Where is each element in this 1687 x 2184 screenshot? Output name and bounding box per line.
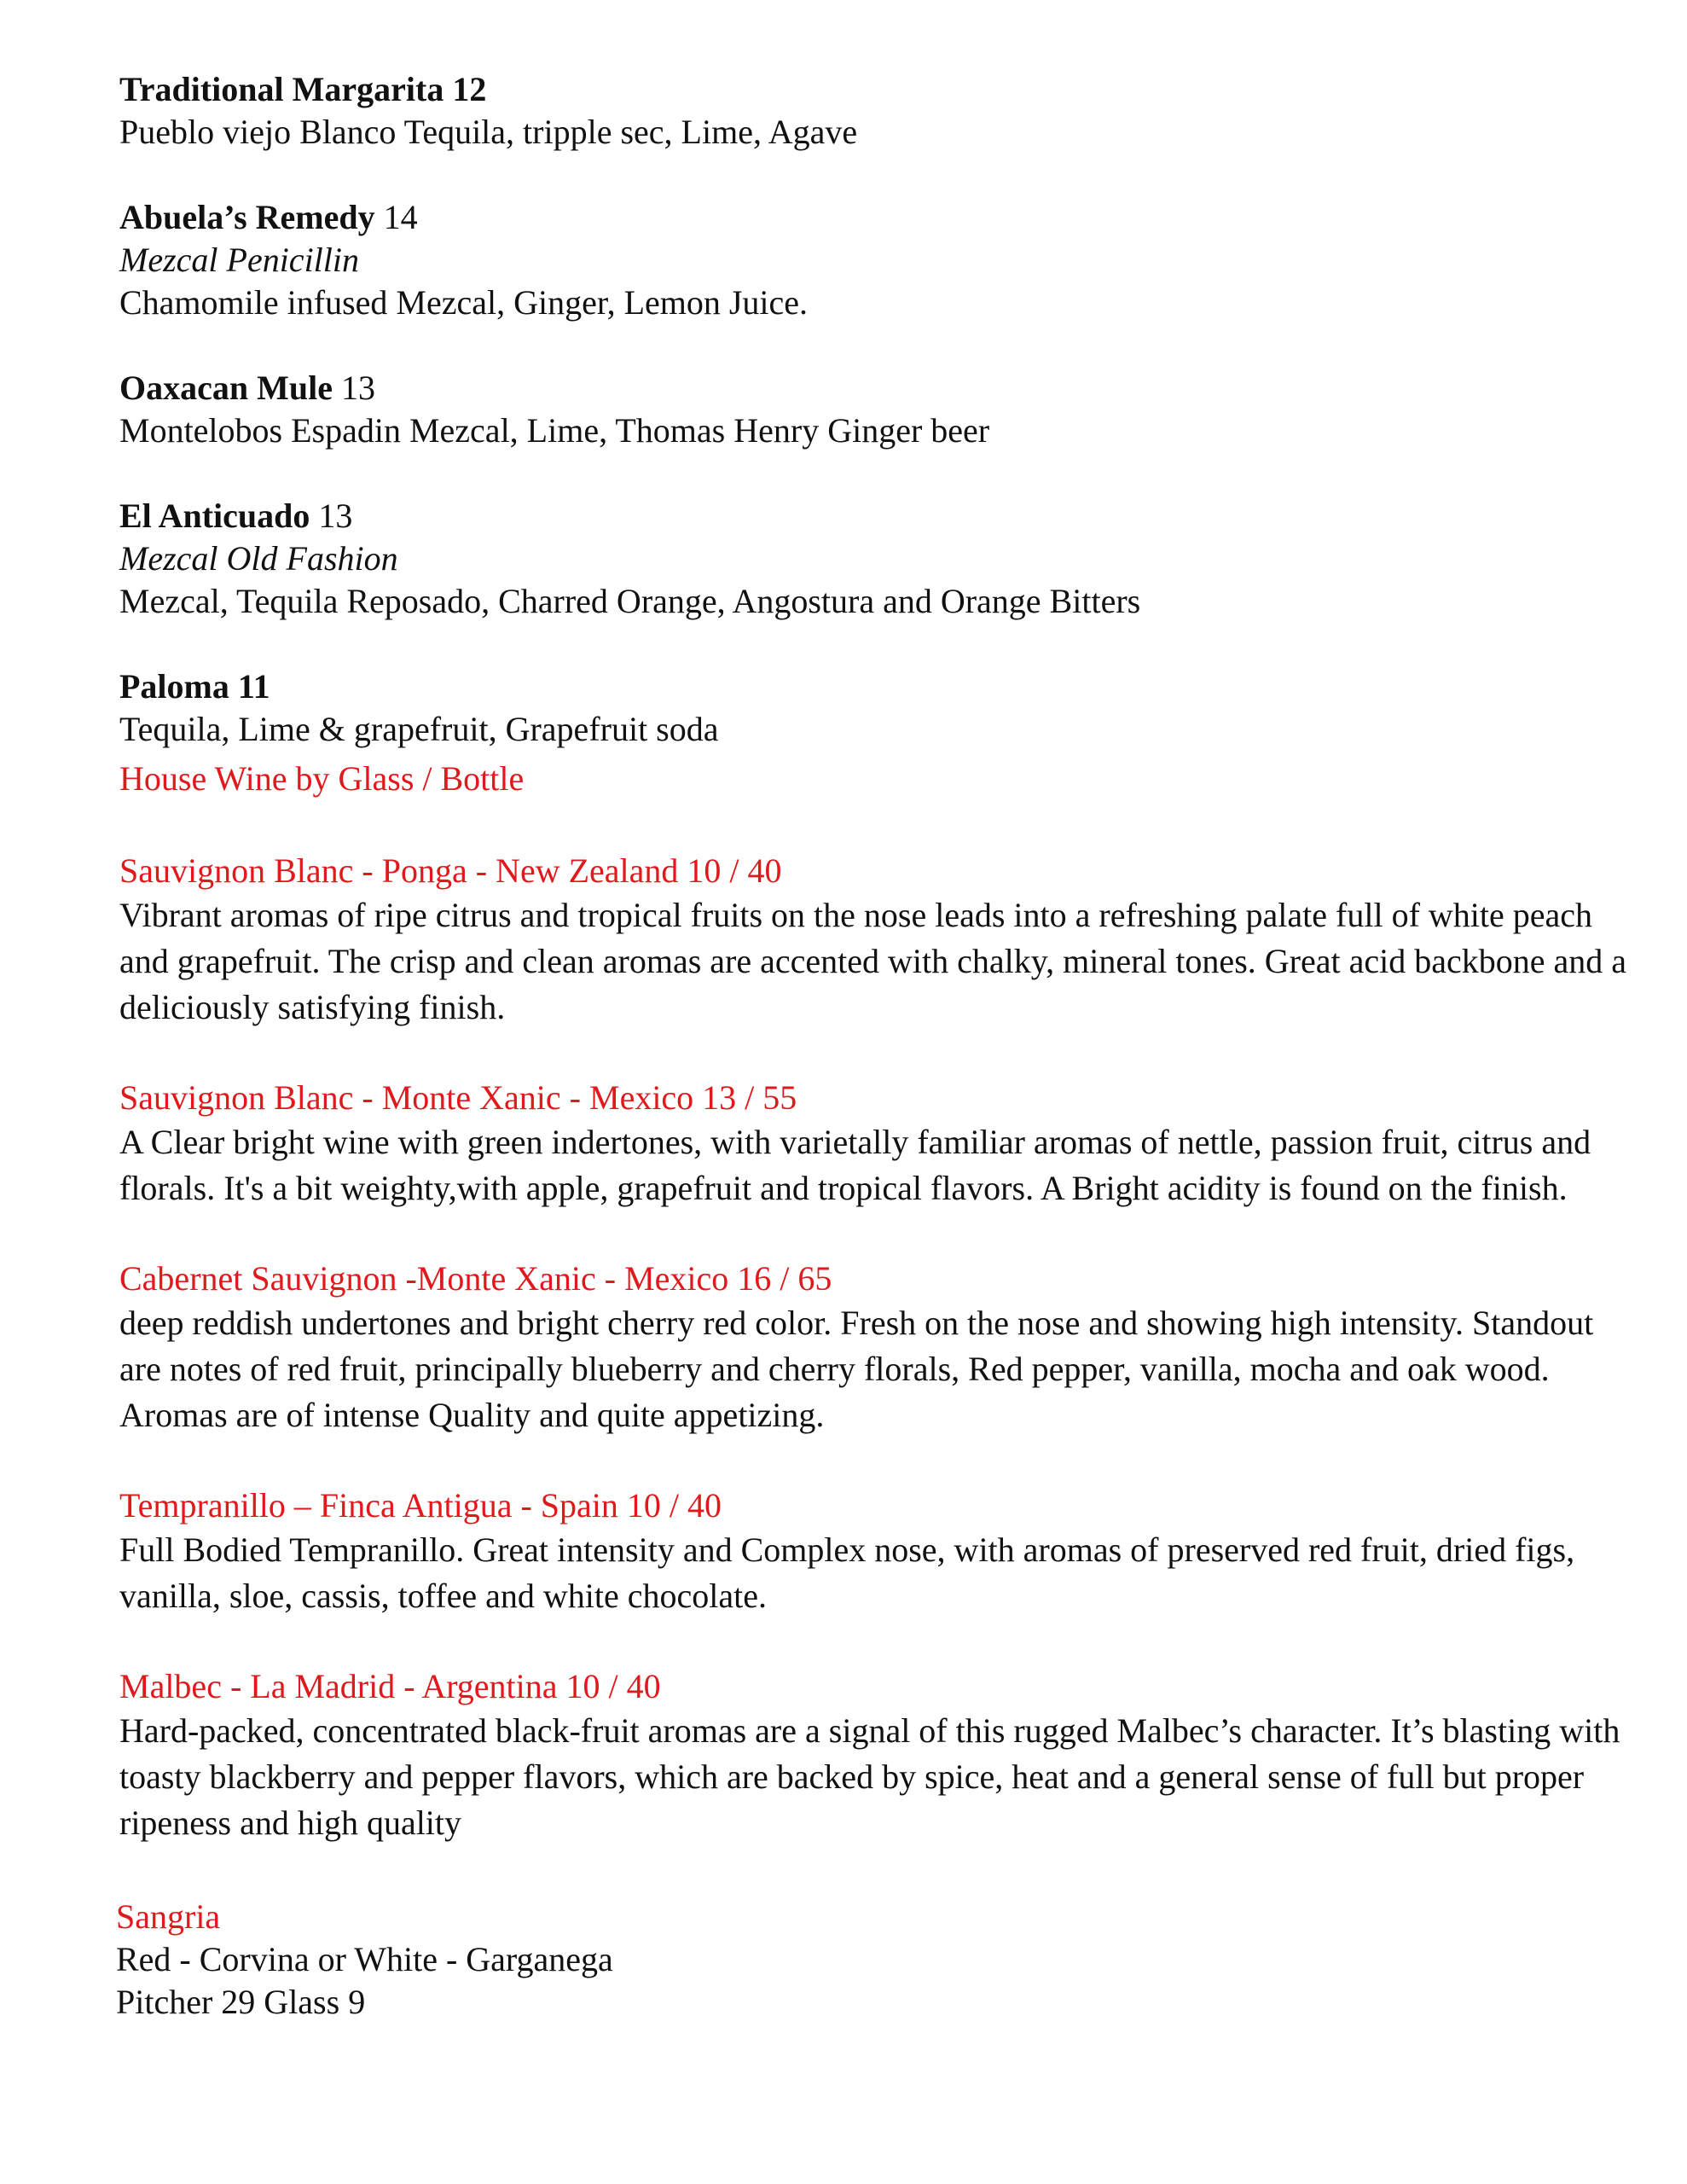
wine-description: Full Bodied Tempranillo. Great intensity and Complex nose, with aromas of preserved red fruit, dried figs, vanilla, sloe, cassis, toffee and white chocolate. bbox=[119, 1531, 1575, 1615]
sangria-varieties: Red - Corvina or White - Garganega bbox=[116, 1940, 613, 1978]
wine-description: A Clear bright wine with green indertones, with varietally familiar aromas of nettle, passion fruit, citrus and florals. It's a bit weighty,with apple, grapefruit and tropical flavors. A Bright acidity is found on the finish. bbox=[119, 1123, 1591, 1207]
cocktail-item bbox=[119, 495, 1629, 623]
cocktail-ingredients: Pueblo viejo Blanco Tequila, tripple sec, Lime, Agave bbox=[119, 113, 858, 151]
house-wine-heading: House Wine by Glass / Bottle bbox=[119, 759, 525, 798]
sangria-heading: Sangria bbox=[116, 1897, 221, 1936]
wine-item bbox=[119, 1484, 1629, 1619]
wine-description: Hard-packed, concentrated black-fruit aromas are a signal of this rugged Malbec’s character. It’s blasting with toasty blackberry and pepper flavors, which are backed by spice, heat and a general sense of full but proper ripeness and high quality bbox=[119, 1711, 1620, 1842]
cocktail-price: 14 bbox=[383, 198, 418, 236]
wine-title: Malbec - La Madrid - Argentina 10 / 40 bbox=[119, 1667, 661, 1705]
wine-title: Tempranillo – Finca Antigua - Spain 10 / 40 bbox=[119, 1486, 722, 1525]
cocktail-ingredients: Montelobos Espadin Mezcal, Lime, Thomas Henry Ginger beer bbox=[119, 411, 990, 450]
cocktail-ingredients: Chamomile infused Mezcal, Ginger, Lemon Juice. bbox=[119, 283, 809, 322]
cocktail-name: Abuela’s Remedy bbox=[119, 198, 375, 236]
cocktail-price: 12 bbox=[452, 70, 487, 108]
sangria-section bbox=[116, 1896, 1629, 2024]
wine-title: Sauvignon Blanc - Monte Xanic - Mexico 13 / 55 bbox=[119, 1078, 797, 1117]
cocktail-name: El Anticuado bbox=[119, 497, 310, 535]
wine-item bbox=[119, 1258, 1629, 1438]
wine-item bbox=[119, 1665, 1629, 1846]
wine-description: deep reddish undertones and bright cherry red color. Fresh on the nose and showing high intensity. Standout are notes of red fruit, principally blueberry and cherry florals, Red pepper, vanilla, mocha and oak wood. Aromas are of intense Quality and quite appetizing. bbox=[119, 1304, 1594, 1434]
sangria-pricing: Pitcher 29 Glass 9 bbox=[116, 1983, 366, 2021]
cocktail-item bbox=[119, 367, 1629, 452]
cocktail-price: 13 bbox=[318, 497, 353, 535]
cocktail-name: Paloma bbox=[119, 667, 229, 706]
cocktail-ingredients: Mezcal, Tequila Reposado, Charred Orange, Angostura and Orange Bitters bbox=[119, 582, 1141, 620]
cocktail-ingredients: Tequila, Lime & grapefruit, Grapefruit soda bbox=[119, 710, 719, 748]
cocktail-price: 11 bbox=[237, 667, 270, 706]
drink-menu-page bbox=[116, 68, 1629, 2024]
wine-title: Sauvignon Blanc - Ponga - New Zealand 10 / 40 bbox=[119, 851, 782, 890]
cocktail-name: Traditional Margarita bbox=[119, 70, 444, 108]
cocktail-item bbox=[119, 68, 1629, 154]
wine-title: Cabernet Sauvignon -Monte Xanic - Mexico 16 / 65 bbox=[119, 1259, 832, 1298]
cocktail-item bbox=[119, 196, 1629, 324]
cocktail-item bbox=[119, 665, 1629, 751]
cocktail-subtitle: Mezcal Penicillin bbox=[119, 241, 360, 279]
cocktail-name: Oaxacan Mule bbox=[119, 369, 333, 407]
wine-description: Vibrant aromas of ripe citrus and tropical fruits on the nose leads into a refreshing palate full of white peach and grapefruit. The crisp and clean aromas are accented with chalky, mineral tones. Great acid backbone and a deliciously satisfying finish. bbox=[119, 896, 1626, 1026]
wine-item bbox=[119, 850, 1629, 1031]
cocktail-price: 13 bbox=[340, 369, 375, 407]
cocktail-subtitle: Mezcal Old Fashion bbox=[119, 539, 398, 578]
wine-item bbox=[119, 1077, 1629, 1211]
